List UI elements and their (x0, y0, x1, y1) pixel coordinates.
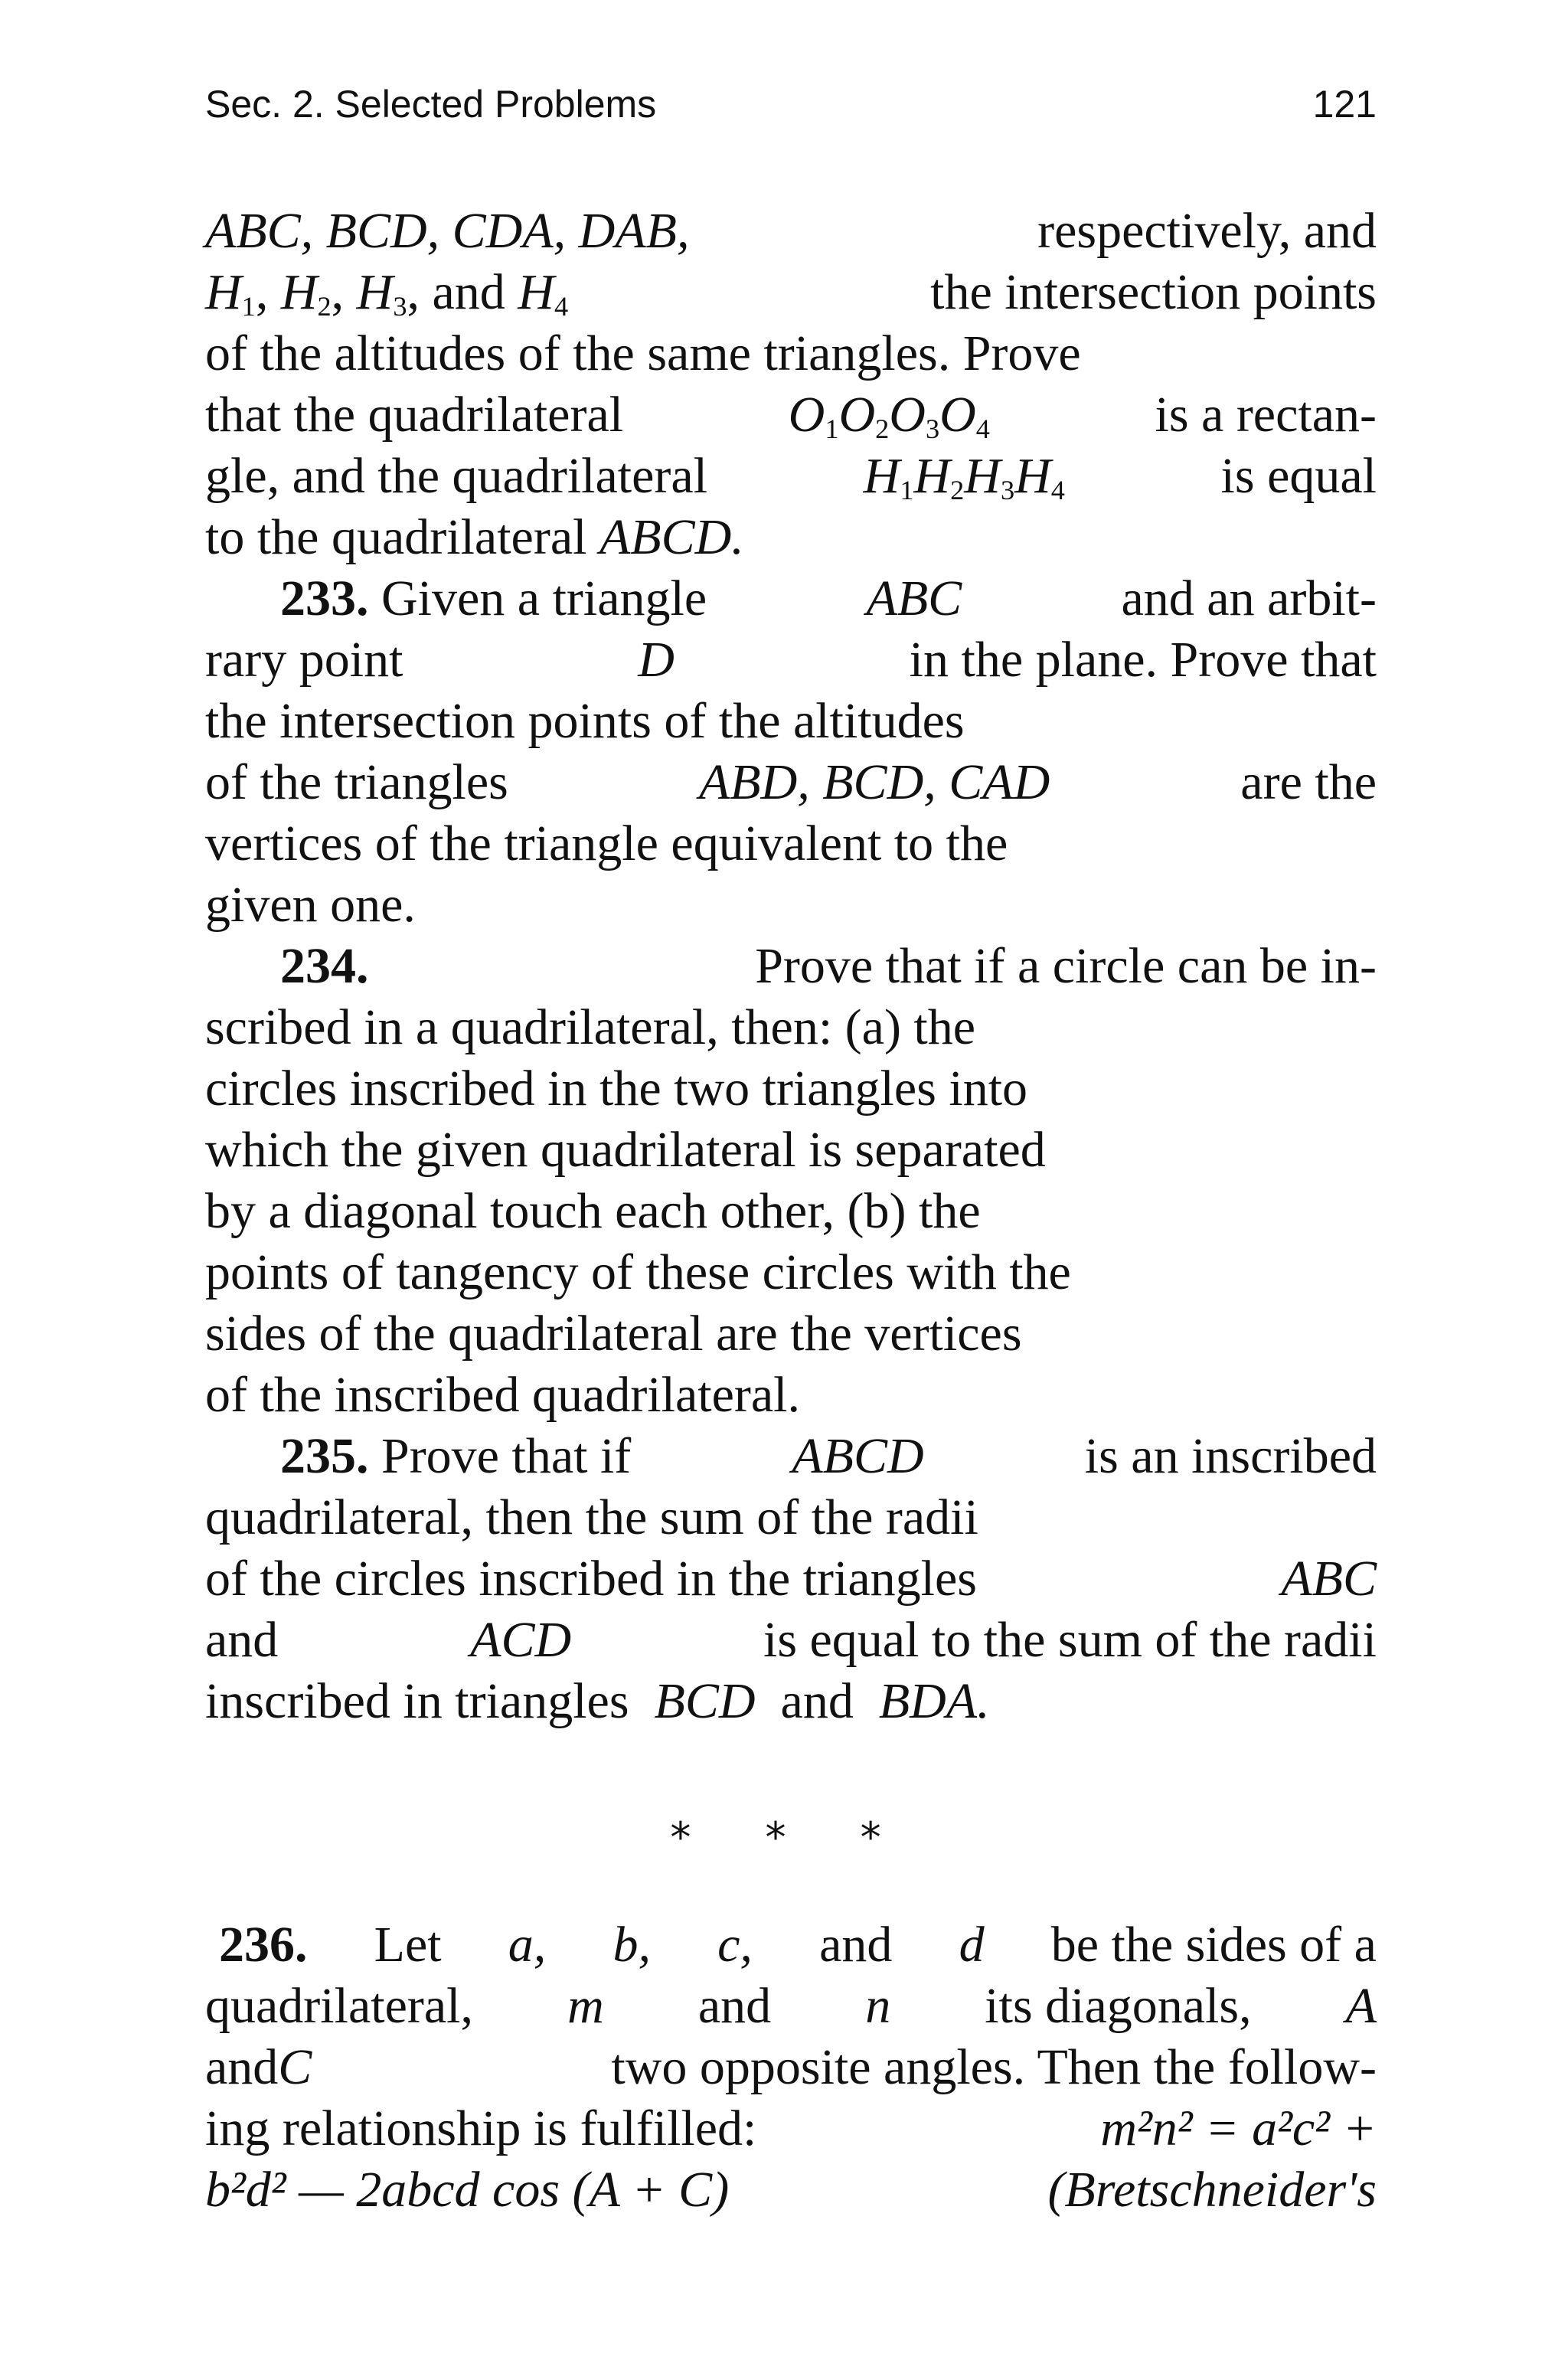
text-line: and ACD is equal to the sum of the radii (205, 1612, 1377, 1668)
text-fragment: gle, and the quadrilateral (205, 448, 708, 504)
text-line: the intersection points of the altitudes (205, 693, 965, 749)
main-text (205, 201, 1377, 1732)
h-symbols: $H_1$, $H_2$, $H_3$, and $H_4$ (205, 264, 569, 322)
text-line: of the circles inscribed in the triangles ABC (205, 1551, 1377, 1607)
problem-number: 235. (280, 1428, 369, 1484)
problem-233-line: 233. Given a triangle ABC and an arbit- (280, 570, 1377, 626)
text-fragment: respectively, and (1037, 203, 1377, 259)
text-line (205, 2159, 1377, 2221)
text-line: circles inscribed in the two triangles into (205, 1061, 1028, 1116)
formula-lhs: m²n² = a²c² + (1100, 2100, 1377, 2156)
text-line: quadrilateral, m and n its diagonals, A (205, 1978, 1377, 2034)
attribution: (Bretschneider's (1047, 2162, 1377, 2218)
text-line (205, 323, 1377, 384)
h-quadrilateral: $H_1H_2H_3H_4$ (863, 448, 1065, 506)
text-line: inscribed in triangles BCD and BDA. (205, 1673, 990, 1729)
problem-236 (205, 1914, 1377, 2221)
text-line: given one. (205, 877, 416, 933)
text-line: by a diagonal touch each other, (b) the (205, 1183, 981, 1239)
text-line: vertices of the triangle equivalent to the (205, 816, 1008, 871)
text-line: ing relationship is fulfilled: m²n² = a²c² + (205, 2098, 1377, 2159)
text-line: points of tangency of these circles with the (205, 1244, 1071, 1300)
text-line: of the inscribed quadrilateral. (205, 1367, 801, 1423)
problem-number: 233. (280, 570, 369, 626)
problem-number: 236. (219, 1917, 308, 1973)
text-fragment: the intersection points (930, 264, 1377, 320)
section-separator: * * * (670, 1813, 912, 1862)
text-fragment: is equal (1220, 448, 1377, 504)
text-fragment: of the altitudes of the same triangles. Prove (205, 325, 1081, 381)
triangle-list: ABC, BCD, CDA, DAB, (205, 203, 690, 259)
text-line (205, 384, 1377, 446)
text-line: scribed in a quadrilateral, then: (a) the (205, 999, 976, 1055)
text-fragment: is a rectan- (1155, 387, 1377, 443)
text-line: rary point D in the plane. Prove that (205, 632, 1377, 688)
section-title: Sec. 2. Selected Problems (205, 83, 657, 126)
text-line (205, 262, 1377, 323)
problem-236-line: 236. Let a, b, c, and d be the sides of a (205, 1914, 1377, 1976)
problem-234-line: 234. Prove that if a circle can be in- (205, 936, 1377, 997)
text-line (205, 507, 1377, 568)
text-line: of the triangles ABD, BCD, CAD are the (205, 754, 1377, 810)
text-line: sides of the quadrilateral are the vertices (205, 1306, 1022, 1362)
running-header (205, 74, 1377, 135)
page-number: 121 (1312, 83, 1377, 126)
formula-rhs: b²d² — 2abcd cos (A + C) (205, 2162, 730, 2218)
problem-235-line: 235. Prove that if ABCD is an inscribed (280, 1428, 1377, 1484)
text-line: and C two opposite angles. Then the follow- (205, 2039, 1377, 2095)
text-fragment: to the quadrilateral (205, 509, 587, 565)
text-fragment: that the quadrilateral (205, 387, 624, 443)
text-fragment: ABCD. (599, 509, 744, 565)
text-line (205, 446, 1377, 507)
text-line: quadrilateral, then the sum of the radii (205, 1489, 978, 1545)
text-line (205, 201, 1377, 262)
problem-number: 234. (280, 938, 369, 994)
text-line: which the given quadrilateral is separated (205, 1122, 1046, 1178)
o-quadrilateral: $O_1O_2O_3O_4$ (788, 387, 990, 445)
